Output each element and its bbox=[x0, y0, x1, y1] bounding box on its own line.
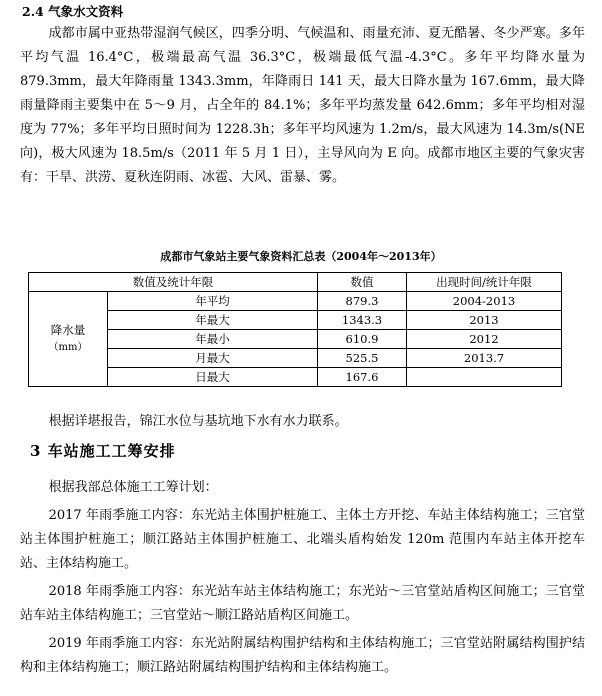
row-value: 879.3 bbox=[318, 292, 407, 311]
row-label: 日最大 bbox=[108, 368, 318, 387]
section-heading-2-4: 2.4 气象水文资料 bbox=[22, 4, 124, 19]
table-row bbox=[29, 311, 562, 330]
row-label: 年平均 bbox=[108, 292, 318, 311]
row-period: 2004-2013 bbox=[407, 292, 562, 311]
table-header-row bbox=[29, 273, 562, 292]
row-label: 年最大 bbox=[108, 311, 318, 330]
precip-group-label bbox=[29, 292, 108, 387]
schedule-2018: 2018 年雨季施工内容：东光站车站主体结构施工；东光站～三官堂站盾构区间施工；三官堂站车站主体结构施工；三官堂站～顺江路站盾构区间施工。 bbox=[20, 584, 585, 623]
table-row bbox=[29, 368, 562, 387]
row-period: 2013 bbox=[407, 311, 562, 330]
row-value: 1343.3 bbox=[318, 311, 407, 330]
header-value: 数值 bbox=[318, 273, 407, 292]
row-value: 525.5 bbox=[318, 349, 407, 368]
section-heading-3: 3 车站施工工筹安排 bbox=[30, 442, 176, 460]
after-table-paragraph bbox=[20, 410, 585, 434]
row-label: 年最小 bbox=[108, 330, 318, 349]
table-row bbox=[29, 330, 562, 349]
table-row bbox=[29, 349, 562, 368]
row-period: 2013.7 bbox=[407, 349, 562, 368]
schedule-section bbox=[20, 476, 585, 684]
header-period: 出现时间/统计年限 bbox=[407, 273, 562, 292]
row-value: 610.9 bbox=[318, 330, 407, 349]
precip-label: 降水量 bbox=[50, 323, 86, 337]
schedule-2017: 2017 年雨季施工内容：东光站主体围护桩施工、主体土方开挖、车站主体结构施工；三官堂站主体围护桩施工；顺江路站主体围护桩施工、北端头盾构始发 120m 范围内车站主体开挖车站、主体结构施工。 bbox=[20, 508, 585, 571]
row-period bbox=[407, 368, 562, 387]
after-table-text: 根据详堪报告，锦江水位与基坑地下水有水力联系。 bbox=[48, 414, 348, 429]
table-caption: 成都市气象站主要气象资料汇总表（2004年～2013年） bbox=[160, 250, 442, 263]
header-item: 数值及统计年限 bbox=[29, 273, 318, 292]
row-period: 2012 bbox=[407, 330, 562, 349]
weather-table bbox=[28, 272, 562, 387]
precip-unit: （mm） bbox=[48, 342, 88, 353]
table-row bbox=[29, 292, 562, 311]
climate-text: 成都市属中亚热带湿润气候区，四季分明、气候温和、雨量充沛、夏无酷暑、冬少严寒。多年平均气温 16.4°C，极端最高气温 36.3°C，极端最低气温-4.3°C。多年平均降水量为 879.3mm，最大年降雨量 1343.3mm，年降雨日 141 天，最大日降水量为 167.6mm，最大降雨量降雨主要集中在 5～9 月，占全年的 84.1%；多年平均蒸发量 642.6mm；多年平均相对湿度为 77%；多年平均日照时间为 1228.3h；多年平均风速为 1.2m/s，最大风速为 14.3m/s(NE 向)，极大风速为 18.5m/s（2011 年 5 月 1 日），主导风向为 E 向。成都市地区主要的气象灾害有：干旱、洪涝、夏秋连阴雨、冰雹、大风、雷暴、雾。 bbox=[20, 26, 585, 185]
row-value: 167.6 bbox=[318, 368, 407, 387]
schedule-2019: 2019 年雨季施工内容：东光站附属结构围护结构和主体结构施工；三官堂站附属结构围护结构和主体结构施工；顺江路站附属结构围护结构和主体结构施工。 bbox=[20, 636, 585, 675]
climate-paragraph bbox=[20, 22, 585, 190]
row-label: 月最大 bbox=[108, 349, 318, 368]
schedule-intro: 根据我部总体施工工筹计划： bbox=[48, 480, 218, 495]
